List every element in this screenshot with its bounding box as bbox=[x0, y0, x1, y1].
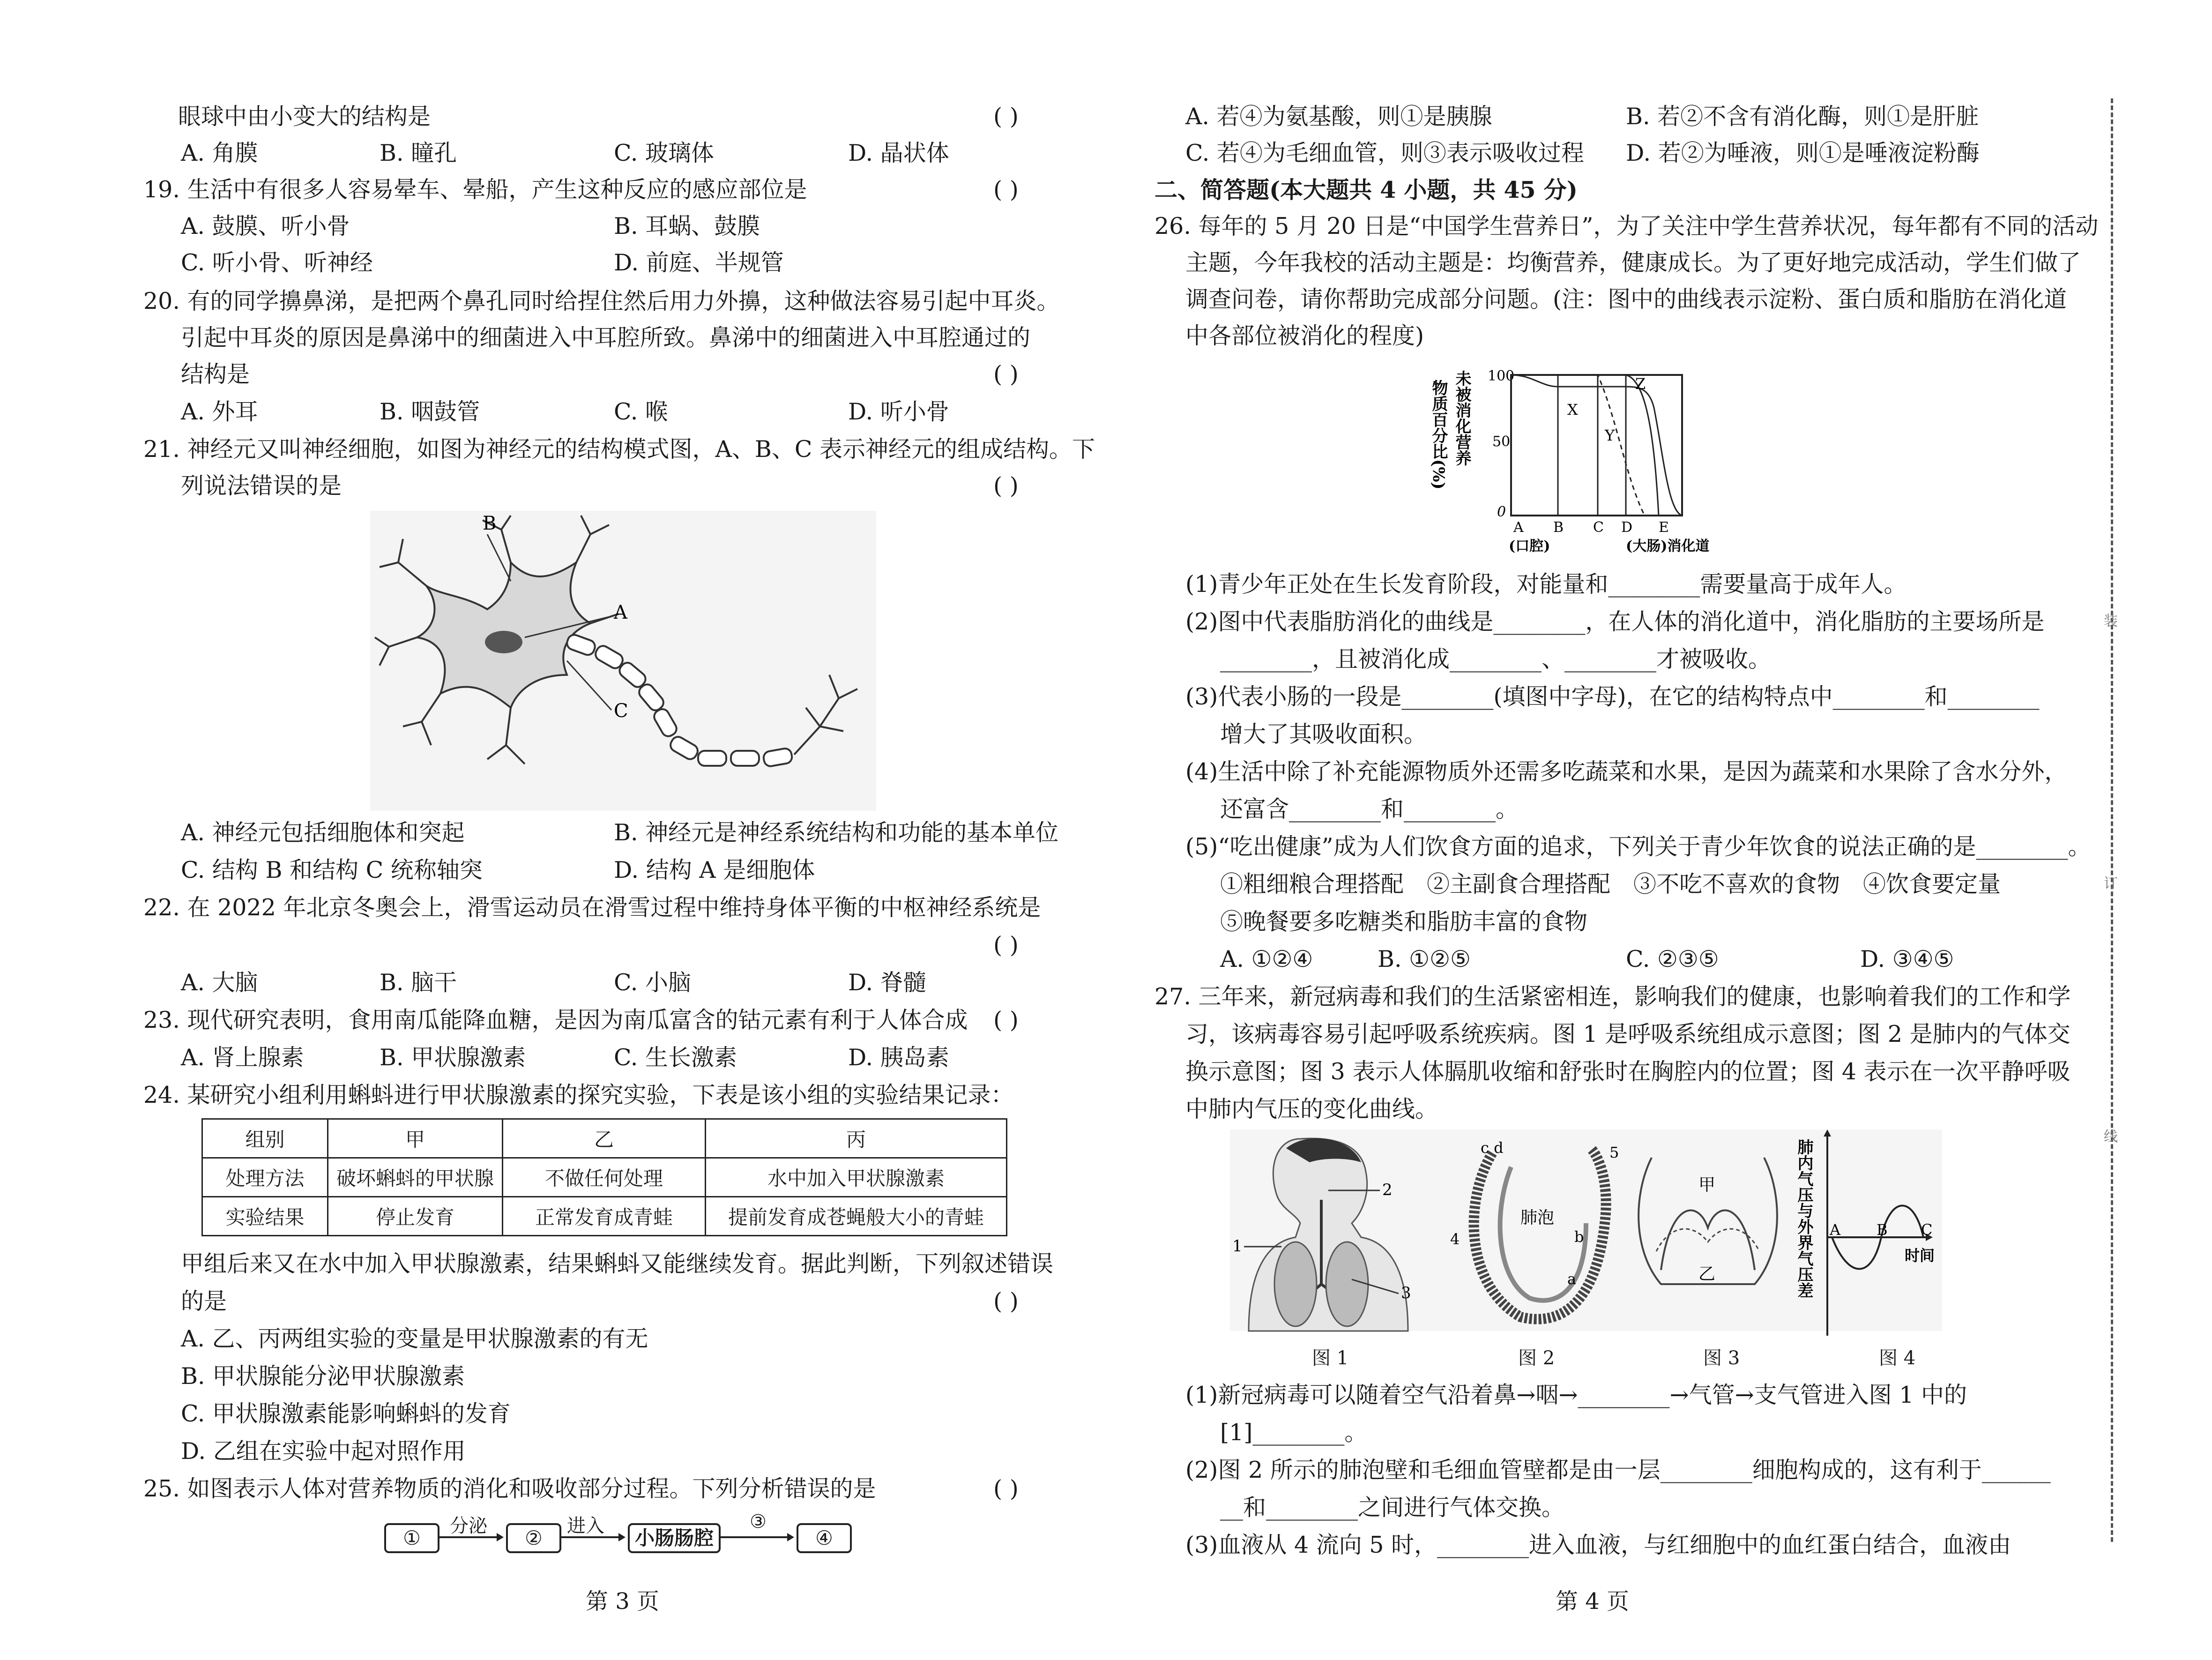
q26-item: 增大了其吸收面积。 bbox=[1220, 721, 1427, 748]
curve-y bbox=[1511, 375, 1645, 516]
table-cell: 水中加入甲状腺激素 bbox=[706, 1158, 1007, 1197]
q24-stem: 24. 某研究小组利用蝌蚪进行甲状腺激素的探究实验，下表是该小组的实验结果记录： bbox=[143, 1082, 1014, 1108]
q23-stem: 23. 现代研究表明，食用南瓜能降血糖，是因为南瓜富含的钴元素有利于人体合成 bbox=[143, 1007, 968, 1033]
label-jia: 甲 bbox=[1698, 1175, 1716, 1195]
chart-tick: 0 bbox=[1497, 504, 1506, 520]
table-cell: 丙 bbox=[706, 1119, 1007, 1158]
flow-arrow bbox=[719, 1532, 794, 1543]
fig2-caption: 图 2 bbox=[1518, 1347, 1555, 1369]
curve-label-x: X bbox=[1567, 401, 1578, 419]
table-row bbox=[202, 1158, 1007, 1197]
option: A. 乙、丙两组实验的变量是甲状腺激素的有无 bbox=[181, 1325, 648, 1352]
table-cell: 甲 bbox=[328, 1119, 503, 1158]
table-cell: 乙 bbox=[503, 1119, 706, 1158]
q27-item: __和________之间进行气体交换。 bbox=[1220, 1494, 1565, 1521]
answer-bracket: ( ) bbox=[993, 932, 1019, 958]
q26-intro: 调查问卷，请你帮助完成部分问题。(注：图中的曲线表示淀粉、蛋白质和脂肪在消化道 bbox=[1185, 286, 2067, 313]
binding-char: 订 bbox=[2104, 875, 2118, 892]
q21-stem: 21. 神经元又叫神经细胞，如图为神经元的结构模式图，A、B、C 表示神经元的组成结构。下 bbox=[143, 436, 1095, 463]
answer-bracket: ( ) bbox=[993, 176, 1019, 203]
q26-item: (5)“吃出健康”成为人们饮食方面的追求，下列关于青少年饮食的说法正确的是________。 bbox=[1185, 833, 2091, 860]
section-heading: 二、简答题(本大题共 4 小题，共 45 分) bbox=[1154, 176, 1578, 203]
option: C. 甲状腺激素能影响蝌蚪的发育 bbox=[181, 1400, 511, 1427]
option: B. 脑干 bbox=[380, 969, 457, 996]
digestion-chart bbox=[1429, 361, 1710, 567]
option: A. 肾上腺素 bbox=[181, 1044, 304, 1071]
svg-text:3: 3 bbox=[1401, 1284, 1411, 1302]
curve-x bbox=[1511, 375, 1682, 516]
table-cell: 提前发育成苍蝇般大小的青蛙 bbox=[706, 1197, 1007, 1236]
chart-gridlines bbox=[1558, 375, 1626, 516]
svg-text:1: 1 bbox=[1232, 1237, 1243, 1256]
flow-arrow-label: ③ bbox=[750, 1511, 767, 1533]
option: C. 小脑 bbox=[614, 969, 691, 996]
chart-xlabel: (大肠)消化道 bbox=[1626, 538, 1710, 554]
q27-item: (2)图 2 所示的肺泡壁和毛细血管壁都是由一层________细胞构成的，这有利于______ bbox=[1185, 1457, 2051, 1483]
svg-text:a: a bbox=[1567, 1270, 1577, 1288]
q20-stem: 20. 有的同学擤鼻涕，是把两个鼻孔同时给捏住然后用力外擤，这种做法容易引起中耳炎。 bbox=[143, 288, 1060, 314]
q27-intro: 27. 三年来，新冠病毒和我们的生活紧密相连，影响我们的健康，也影响着我们的工作和学 bbox=[1154, 983, 2071, 1010]
svg-text:4: 4 bbox=[1450, 1230, 1460, 1248]
answer-bracket: ( ) bbox=[993, 361, 1019, 388]
option: B. 若②不含有消化酶，则①是肝脏 bbox=[1626, 103, 1979, 130]
option: B. 瞳孔 bbox=[380, 140, 457, 166]
experiment-table bbox=[201, 1118, 1007, 1236]
q20-stem: 结构是 bbox=[181, 361, 250, 388]
respiratory-figures bbox=[1230, 1129, 1942, 1345]
binding-char: 线 bbox=[2104, 1129, 2118, 1145]
table-cell: 停止发育 bbox=[328, 1197, 503, 1236]
q26-item: 还富含________和________。 bbox=[1220, 796, 1519, 823]
option: B. 神经元是神经系统结构和功能的基本单位 bbox=[614, 819, 1059, 846]
chart-tick: 100 bbox=[1488, 368, 1515, 384]
fig4-caption: 图 4 bbox=[1879, 1347, 1916, 1369]
q24-text: 甲组后来又在水中加入甲状腺激素，结果蝌蚪又能继续发育。据此判断，下列叙述错误 bbox=[181, 1250, 1054, 1277]
option: C. 结构 B 和结构 C 统称轴突 bbox=[181, 857, 483, 883]
option: D. 听小骨 bbox=[848, 398, 949, 425]
q25-stem: 25. 如图表示人体对营养物质的消化和吸收部分过程。下列分析错误的是 bbox=[143, 1475, 876, 1502]
svg-text:c d: c d bbox=[1481, 1139, 1504, 1157]
point-a: A bbox=[1830, 1221, 1841, 1239]
chart-xtick: E bbox=[1659, 519, 1669, 536]
alveolus-label: 肺泡 bbox=[1520, 1208, 1555, 1227]
fig1-caption: 图 1 bbox=[1312, 1347, 1349, 1369]
chart-xtick: C bbox=[1593, 519, 1604, 536]
chart-xsub: (口腔) bbox=[1509, 538, 1550, 554]
label-c: C bbox=[614, 700, 628, 722]
flow-box-intestine: 小肠肠腔 bbox=[628, 1523, 721, 1553]
option: D. 前庭、半规管 bbox=[614, 249, 784, 276]
option: A. ①②④ bbox=[1220, 946, 1313, 972]
flow-box-4: ④ bbox=[797, 1523, 852, 1553]
q24-text: 的是 bbox=[181, 1288, 227, 1315]
svg-text:5: 5 bbox=[1609, 1144, 1619, 1161]
q27-intro: 习，该病毒容易引起呼吸系统疾病。图 1 是呼吸系统组成示意图；图 2 是肺内的气体交 bbox=[1185, 1021, 2070, 1047]
q18-stem: 眼球中由小变大的结构是 bbox=[178, 103, 431, 130]
table-cell: 处理方法 bbox=[202, 1158, 328, 1197]
q27-item: (1)新冠病毒可以随着空气沿着鼻→咽→________→气管→支气管进入图 1 中的 bbox=[1185, 1382, 1967, 1408]
chart-frame bbox=[1511, 375, 1682, 516]
option: A. 若④为氨基酸，则①是胰腺 bbox=[1185, 103, 1492, 130]
option: B. 咽鼓管 bbox=[380, 398, 480, 425]
point-c: C bbox=[1921, 1221, 1933, 1239]
flow-box-1: ① bbox=[384, 1523, 439, 1553]
option: A. 鼓膜、听小骨 bbox=[181, 213, 350, 239]
q26-item: (3)代表小肠的一段是________(填图中字母)，在它的结构特点中________和________ bbox=[1185, 683, 2040, 710]
q26-item: (4)生活中除了补充能源物质外还需多吃蔬菜和水果，是因为蔬菜和水果除了含水分外， bbox=[1185, 758, 2068, 785]
chart-xtick: D bbox=[1621, 519, 1633, 536]
right-page bbox=[1106, 0, 2212, 1660]
curve-z bbox=[1511, 375, 1659, 516]
flow-arrow bbox=[560, 1532, 626, 1543]
option: A. 角膜 bbox=[181, 140, 258, 166]
option: D. 胰岛素 bbox=[848, 1044, 949, 1071]
option: C. 听小骨、听神经 bbox=[181, 249, 373, 276]
q26-item: (1)青少年正处在生长发育阶段，对能量和________需要量高于成年人。 bbox=[1185, 571, 1907, 598]
chart-ylabel: 未被消化营养 bbox=[1452, 370, 1471, 466]
label-yi: 乙 bbox=[1698, 1264, 1716, 1284]
option: B. 甲状腺能分泌甲状腺激素 bbox=[181, 1363, 465, 1390]
page-number: 第 3 页 bbox=[586, 1588, 660, 1615]
flow-box-2: ② bbox=[506, 1523, 561, 1553]
table-cell: 正常发育成青蛙 bbox=[503, 1197, 706, 1236]
fig4-ylabel: 肺内气压与外界气压差 bbox=[1795, 1139, 1813, 1298]
svg-text:2: 2 bbox=[1382, 1181, 1393, 1199]
table-cell: 实验结果 bbox=[202, 1197, 328, 1236]
flow-arrow bbox=[438, 1532, 504, 1543]
table-cell: 组别 bbox=[202, 1119, 328, 1158]
fig4-xlabel: 时间 bbox=[1905, 1247, 1935, 1264]
option: D. 脊髓 bbox=[848, 969, 926, 996]
option: D. 晶状体 bbox=[848, 140, 949, 166]
option: B. 耳蜗、鼓膜 bbox=[614, 213, 760, 239]
q26-intro: 中各部位被消化的程度) bbox=[1185, 322, 1424, 349]
option: D. 乙组在实验中起对照作用 bbox=[181, 1438, 466, 1465]
page-number: 第 4 页 bbox=[1556, 1588, 1630, 1615]
option: C. 喉 bbox=[614, 398, 668, 425]
q19-stem: 19. 生活中有很多人容易晕车、晕船，产生这种反应的感应部位是 bbox=[143, 176, 807, 203]
chart-xtick: B bbox=[1553, 519, 1564, 536]
option: D. 若②为唾液，则①是唾液淀粉酶 bbox=[1626, 140, 1980, 166]
q21-stem: 列说法错误的是 bbox=[181, 472, 342, 499]
table-cell: 不做任何处理 bbox=[503, 1158, 706, 1197]
table-cell: 破坏蝌蚪的甲状腺 bbox=[328, 1158, 503, 1197]
binding-char: 装 bbox=[2104, 613, 2118, 629]
q27-intro: 换示意图；图 3 表示人体膈肌收缩和舒张时在胸腔内的位置；图 4 表示在一次平静呼吸 bbox=[1185, 1058, 2070, 1085]
answer-bracket: ( ) bbox=[993, 103, 1019, 130]
svg-text:b: b bbox=[1574, 1228, 1584, 1246]
neuron-diagram bbox=[370, 511, 876, 811]
table-row bbox=[202, 1197, 1007, 1236]
point-b: B bbox=[1877, 1221, 1888, 1239]
label-b: B bbox=[483, 513, 497, 534]
table-row bbox=[202, 1119, 1007, 1158]
q22-stem: 22. 在 2022 年北京冬奥会上，滑雪运动员在滑雪过程中维持身体平衡的中枢神经系统是 bbox=[143, 894, 1041, 921]
chart-ylabel: 物质百分比(%) bbox=[1429, 380, 1448, 490]
curve-label-z: Z bbox=[1635, 375, 1646, 393]
q27-item: [1]________。 bbox=[1220, 1419, 1368, 1446]
option: C. 玻璃体 bbox=[614, 140, 714, 166]
option: A. 大脑 bbox=[181, 969, 258, 996]
answer-bracket: ( ) bbox=[993, 1007, 1019, 1033]
chart-xtick: A bbox=[1513, 519, 1524, 536]
q26-item: ①粗细粮合理搭配 ②主副食合理搭配 ③不吃不喜欢的食物 ④饮食要定量 bbox=[1220, 871, 2001, 897]
q26-item: ________，且被消化成________、________才被吸收。 bbox=[1220, 646, 1772, 673]
fig3-caption: 图 3 bbox=[1703, 1347, 1740, 1369]
answer-bracket: ( ) bbox=[993, 1288, 1019, 1315]
q26-item: (2)图中代表脂肪消化的曲线是________，在人体的消化道中，消化脂肪的主要场所是 bbox=[1185, 608, 2045, 635]
chart-tick: 50 bbox=[1492, 434, 1511, 450]
flow-arrow-label: 进入 bbox=[567, 1515, 604, 1537]
option: C. ②③⑤ bbox=[1626, 946, 1719, 972]
answer-bracket: ( ) bbox=[993, 1475, 1019, 1502]
q27-intro: 中肺内气压的变化曲线。 bbox=[1185, 1096, 1438, 1122]
option: A. 神经元包括细胞体和突起 bbox=[181, 819, 465, 846]
option: B. ①②⑤ bbox=[1378, 946, 1471, 972]
label-a: A bbox=[614, 602, 627, 623]
answer-bracket: ( ) bbox=[993, 472, 1019, 499]
option: B. 甲状腺激素 bbox=[380, 1044, 526, 1071]
q27-item: (3)血液从 4 流向 5 时，________进入血液，与红细胞中的血红蛋白结合，血液由 bbox=[1185, 1532, 2011, 1558]
q26-item: ⑤晚餐要多吃糖类和脂肪丰富的食物 bbox=[1220, 908, 1588, 935]
curve-label-y: Y bbox=[1605, 426, 1615, 444]
option: C. 生长激素 bbox=[614, 1044, 737, 1071]
q20-stem: 引起中耳炎的原因是鼻涕中的细菌进入中耳腔所致。鼻涕中的细菌进入中耳腔通过的 bbox=[181, 324, 1031, 351]
option: C. 若④为毛细血管，则③表示吸收过程 bbox=[1185, 140, 1584, 166]
option: D. 结构 A 是细胞体 bbox=[614, 857, 815, 883]
flow-arrow-label: 分泌 bbox=[450, 1515, 487, 1537]
q26-intro: 主题，今年我校的活动主题是：均衡营养，健康成长。为了更好地完成活动，学生们做了 bbox=[1185, 249, 2081, 276]
option: D. ③④⑤ bbox=[1860, 946, 1954, 972]
q26-intro: 26. 每年的 5 月 20 日是“中国学生营养日”，为了关注中学生营养状况，每年都有不同的活动 bbox=[1154, 213, 2099, 239]
option: A. 外耳 bbox=[181, 398, 258, 425]
binding-dashed-line bbox=[2111, 98, 2113, 1542]
